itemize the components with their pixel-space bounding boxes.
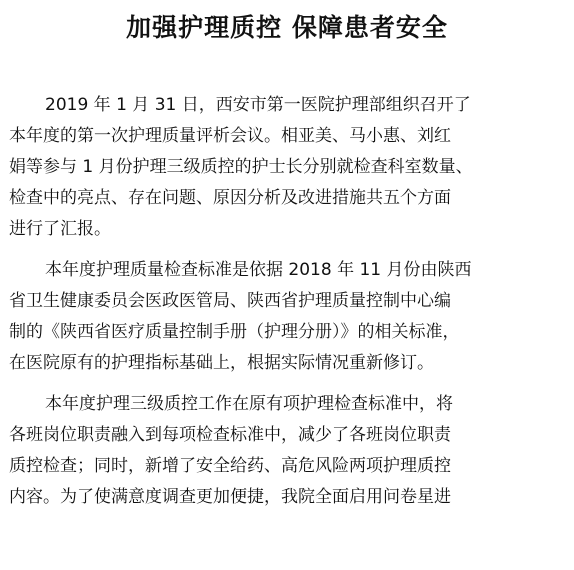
paragraph-spacer [9,245,569,255]
paragraph-line: 2019 年 1 月 31 日，西安市第一医院护理部组织召开了 [45,95,471,115]
paragraph-2 [9,255,569,379]
paragraph-line: 本年度护理质量检查标准是依据 2018 年 11 月份由陕西 [45,260,472,280]
paragraph-spacer [9,379,569,389]
paragraph-line: 进行了汇报。 [9,219,111,239]
paragraph-3 [9,389,569,513]
paragraph-1 [9,90,569,245]
paragraph-line: 检查中的亮点、存在问题、原因分析及改进措施共五个方面 [9,188,451,208]
paragraph-line: 娟等参与 1 月份护理三级质控的护士长分别就检查科室数量、 [9,157,473,177]
paragraph-line: 各班岗位职责融入到每项检查标准中，减少了各班岗位职责 [9,425,451,445]
paragraph-line: 质控检查；同时，新增了安全给药、高危风险两项护理质控 [9,456,451,476]
paragraph-line: 在医院原有的护理指标基础上，根据实际情况重新修订。 [9,353,434,373]
article-body [9,90,569,513]
paragraph-line: 内容。为了使满意度调查更加便捷，我院全面启用问卷星进 [9,487,451,507]
paragraph-line: 省卫生健康委员会医政医管局、陕西省护理质量控制中心编 [9,291,451,311]
paragraph-line: 本年度的第一次护理质量评析会议。相亚美、马小惠、刘红 [9,126,451,146]
article-title: 加强护理质控 保障患者安全 [126,13,448,42]
paragraph-line: 本年度护理三级质控工作在原有项护理检查标准中，将 [45,394,453,414]
paragraph-line: 制的《陕西省医疗质量控制手册（护理分册）》的相关标准， [9,322,460,342]
